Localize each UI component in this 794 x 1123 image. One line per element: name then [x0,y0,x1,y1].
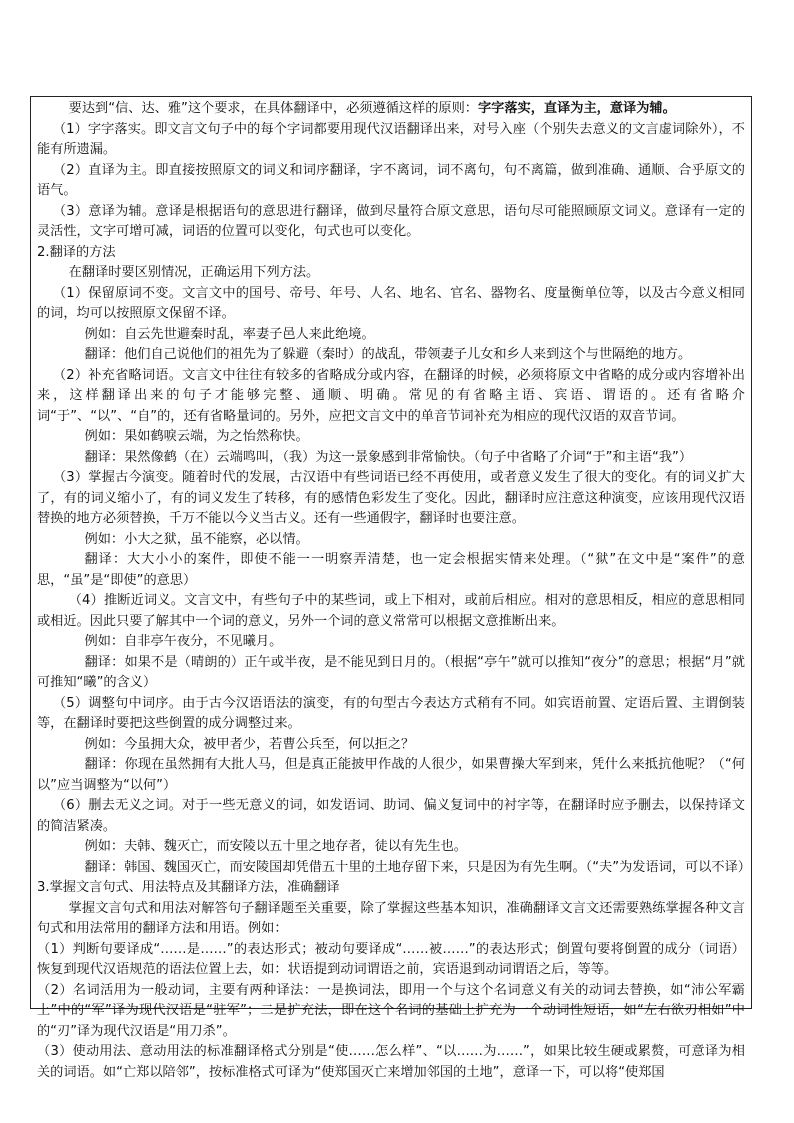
syntax-1: （1）判断句要译成“……是……”的表达形式；被动句要译成“……被……”的表达形式；倒置句要将倒置的成分（词语）恢复到现代汉语规范的语法位置上去，如：状语提到动词谓语之前，宾语退到动词谓语之后，等等。 [37,941,745,977]
principle-3: （3）意译为辅。意译是根据语句的意思进行翻译，做到尽量符合原文意思，语句尽可能照顾原文词义。意译有一定的灵活性，文字可增可减，词语的位置可以变化，句式也可以变化。 [37,203,745,239]
method-4-translation: 翻译：如果不是（晴朗的）正午或半夜，是不能见到日月的。（根据“亭午”就可以推知“夜分”的意思；根据“月”就可推知“曦”的含义） [37,654,745,690]
method-6-example: 例如：夫韩、魏灭亡，而安陵以五十里之地存者，徒以有先生也。 [84,839,467,854]
method-3-translation: 翻译：大大小小的案件，即使不能一一明察弄清楚，也一定会根据实情来处理。（“狱”在文中是“案件”的意思，“虽”是“即使”的意思） [37,552,745,588]
method-3: （3）掌握古今演变。随着时代的发展，古汉语中有些词语已经不再使用，或者意义发生了很大的变化。有的词义扩大了，有的词义缩小了，有的词义发生了转移，有的感情色彩发生了变化。因此，翻译时应注意这种演变，应该用现代汉语替换的地方必须替换，千万不能以今义当古义。还有一些通假字，翻译时也要注意。 [37,470,745,526]
intro-text: 要达到“信、达、雅”这个要求，在具体翻译中，必须遵循这样的原则： [68,101,478,116]
intro-paragraph [37,99,745,120]
method-1-example: 例如：自云先世避秦时乱，率妻子邑人来此绝境。 [84,326,375,342]
syntax-2: （2）名词活用为一般动词，主要有两种译法：一是换词法，即用一个与这个名词意义有关的动词去替换，如“沛公军霸上”中的“军”译为现代汉语是“驻军”；二是扩充法，即在这个名词的基础上扩充为一个动词性短语，如“左右欲刃相如”中的“刃”译为现代汉语是“用刀杀”。 [37,982,745,1039]
method-5-example: 例如：今虽拥大众，被甲者少，若曹公兵至，何以拒之？ [84,736,415,752]
principle-1: （1）字字落实。即文言文句子中的每个字词都要用现代汉语翻译出来，对号入座（个别失去意义的文言虚词除外），不能有所遗漏。 [37,121,745,157]
method-6: （6）删去无义之词。对于一些无意义的词，如发语词、助词、偏义复词中的衬字等，在翻译时应予删去，以保持译文的简洁紧凑。 [37,798,745,834]
method-1-translation: 翻译：他们自己说他们的祖先为了躲避（秦时）的战乱，带领妻子儿女和乡人来到这个与世隔绝的地方。 [84,347,692,362]
method-3-example: 例如：小大之狱，虽不能察，必以情。 [84,531,309,547]
syntax-3: （3）使动用法、意动用法的标准翻译格式分别是“使……怎么样”、“以……为……”，如果比较生硬或累赘，可意译为相关的词语。如“亡郑以陪邻”，按标准格式可译为“使郑国灭亡来增加邻国的土地”，意译一下，可以将“使郑国 [37,1044,745,1080]
method-2: （2）补充省略词语。文言文中往往有较多的省略成分或内容，在翻译的时候，必须将原文中省略的成分或内容增补出来，这样翻译出来的句子才能够完整、通顺、明确。常见的有省略主语、宾语、谓语的。还有省略介词“于”、“以”、“自”的，还有省略量词的。另外，应把文言文中的单音节词补充为相应的现代汉语的双音节词。 [37,367,745,424]
section-heading-3: 3.掌握文言句式、用法特点及其翻译方法，准确翻译 [37,880,340,895]
intro-principle: 字字落实，直译为主，意译为辅。 [477,101,676,116]
content-box [30,96,752,1080]
section-heading-2: 2.翻译的方法 [37,244,116,260]
method-2-translation: 翻译：果然像鹤（在）云端鸣叫，（我）为这一景象感到非常愉快。（句子中省略了介词“于”和主语“我”） [84,449,693,465]
method-2-example: 例如：果如鹤唳云端，为之怡然称快。 [84,429,309,444]
method-intro: 在翻译时要区别情况，正确运用下列方法。 [68,265,320,280]
method-4-example: 例如：自非亭午夜分，不见曦月。 [84,634,283,649]
method-5: （5）调整句中词序。由于古今汉语语法的演变，有的句型古今表达方式稍有不同。如宾语前置、定语后置、主谓倒装等，在翻译时要把这些倒置的成分调整过来。 [37,695,745,731]
method-5-translation: 翻译：你现在虽然拥有大批人马，但是真正能披甲作战的人很少，如果曹操大军到来，凭什么来抵抗他呢？（“何以”应当调整为“以何”） [37,757,745,793]
method-1: （1）保留原词不变。文言文中的国号、帝号、年号、人名、地名、官名、器物名、度量衡单位等，以及古今意义相同的词，均可以按照原文保留不译。 [37,285,745,321]
syntax-intro: 掌握文言句式和用法对解答句子翻译题至关重要，除了掌握这些基本知识，准确翻译文言文还需要熟练掌握各种文言句式和用法常用的翻译方法和用语。例如： [37,900,745,936]
principle-2: （2）直译为主。即直接按照原文的词义和词序翻译，字不离词，词不离句，句不离篇，做到准确、通顺、合乎原文的语气。 [37,162,745,198]
method-4: （4）推断近词义。文言文中，有些句子中的某些词，或上下相对，或前后相应。相对的意思相反，相应的意思相同或相近。因此只要了解其中一个词的意义，另外一个词的意义常常可以根据文意推断出来。 [37,593,745,629]
method-6-translation: 翻译：韩国、魏国灭亡，而安陵国却凭借五十里的土地存留下来，只是因为有先生啊。（“夫”为发语词，可以不译） [84,859,751,875]
